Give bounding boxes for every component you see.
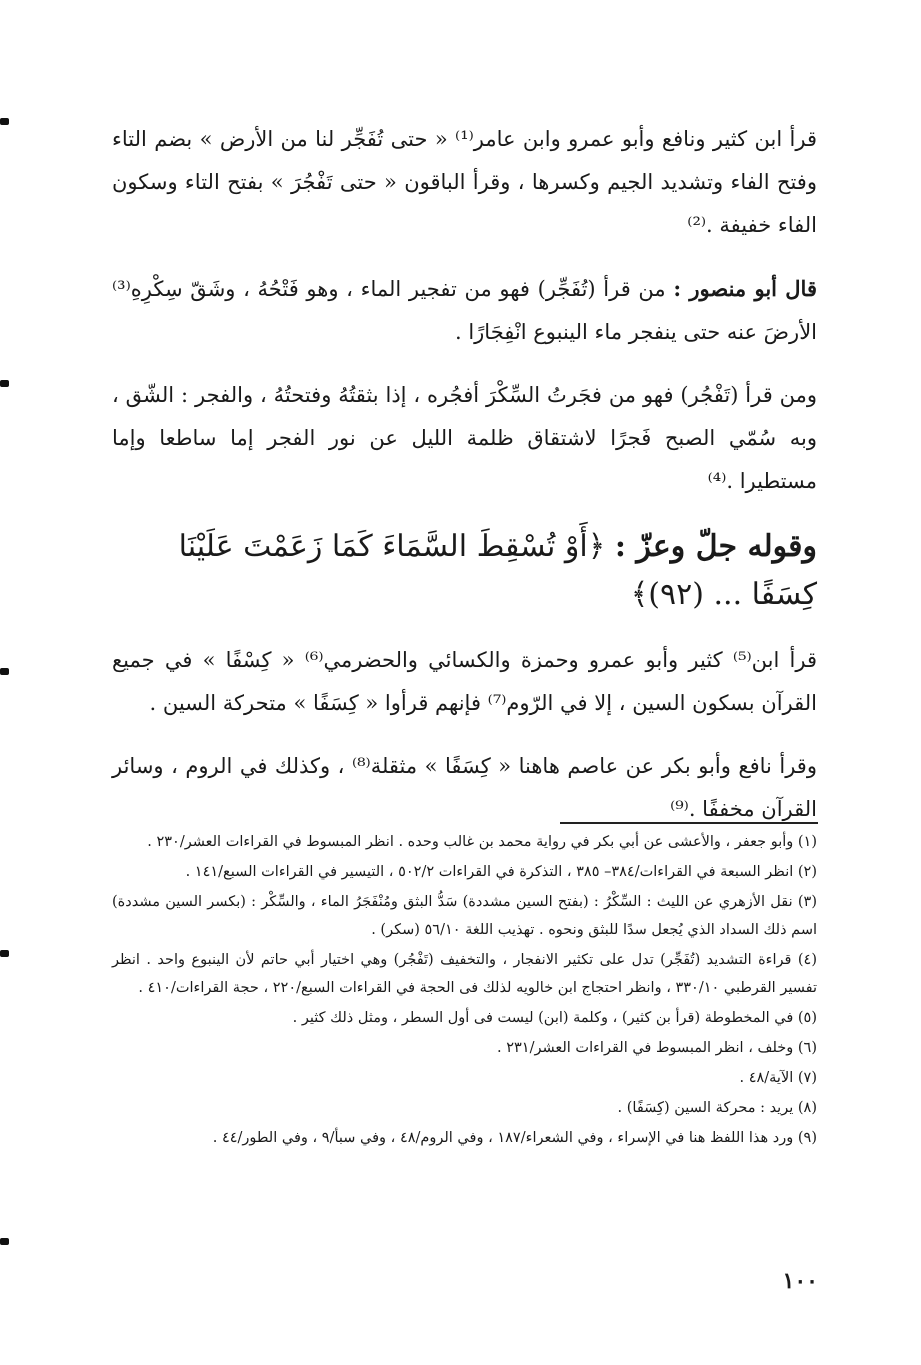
quran-verse — [112, 523, 817, 619]
main-text — [112, 118, 817, 851]
page-number: ١٠٠ — [782, 1268, 818, 1294]
footnote-9: (٩) ورد هذا اللفظ هنا في الإسراء ، وفي الشعراء/١٨٧ ، وفي الروم/٤٨ ، وفي سبأ/٩ ، وفي الطور/٤٤ . — [212, 1130, 817, 1146]
footnote-7: (٧) الآية/٤٨ . — [739, 1070, 817, 1086]
scan-edge-mark — [0, 950, 9, 957]
verse-intro: وقوله جلّ وعزّ : — [614, 529, 817, 564]
paragraph-abu-mansur-text: من قرأ (تُفَجِّر) فهو من تفجير الماء ، وهو فَتْحُهُ ، وشَقّ سِكْرِهِ⁽³⁾ الأرضَ عنه حتى ينفجر ماء الينبوع انْفِجَارًا . — [112, 277, 817, 344]
paragraph-kisfan: قرأ ابن⁽⁵⁾ كثير وأبو عمرو وحمزة والكسائي والحضرمي⁽⁶⁾ « كِسْفًا » في جميع القرآن بسكون السين ، إلا في الرّوم⁽⁷⁾ فإنهم قرأوا « كِسَفًا » متحركة السين . — [112, 648, 817, 715]
footnote-divider — [560, 822, 818, 824]
scan-edge-mark — [0, 668, 9, 675]
verse-text: ﴿أَوْ تُسْقِطَ السَّمَاءَ كَمَا زَعَمْتَ عَلَيْنَا كِسَفًا ... (٩٢)﴾ — [178, 529, 817, 612]
footnote-1: (١) وأبو جعفر ، والأعشى عن أبي بكر في رواية محمد بن غالب وحده . انظر المبسوط في القراءات العشر/٢٣٠ . — [147, 834, 817, 850]
speaker-heading: قال أبو منصور : — [673, 276, 817, 301]
footnote-6: (٦) وخلف ، انظر المبسوط في القراءات العشر/٢٣١ . — [496, 1040, 817, 1056]
footnote-4: (٤) قراءة التشديد (تُفَجِّر) تدل على تكثير الانفجار ، والتخفيف (تَفْجُر) وهي اختيار أبي حاتم لأن الينبوع واحد . انظر تفسير القرطبي ٣٣٠/١٠ ، وانظر احتجاج ابن خالويه لذلك فى الحجة في القراءات السبع/٢٢٠ ، حجة القراءات/٤١٠ . — [112, 952, 817, 996]
paragraph-tafjur: ومن قرأ (تَفْجُر) فهو من فجَرتُ السِّكْرَ أفجُره ، إذا بثقتُهُ وفتحتُهُ ، والفجر : الشّق ، وبه سُمّي الصبح فَجرًا لاشتقاق ظلمة الليل عن نور الفجر إما ساطعا وإما مستطيرا .⁽⁴⁾ — [112, 383, 817, 493]
footnote-5: (٥) في المخطوطة (قرأ بن كثير) ، وكلمة (ابن) ليست فى أول السطر ، ومثل ذلك كثير . — [292, 1010, 817, 1026]
footnote-3: (٣) نقل الأزهري عن الليث : السِّكْرُ : (بفتح السين مشددة) سَدُّ البثق ومُنْفَجَرُ الماء ، والسِّكْر : (بكسر السين مشددة) اسم ذلك السداد الذي يُجعل سدًا للبثق ونحوه . تهذيب اللغة ٥٦/١٠ (سكر) . — [112, 894, 817, 938]
scan-edge-mark — [0, 118, 9, 125]
footnote-2: (٢) انظر السبعة في القراءات/٣٨٤– ٣٨٥ ، التذكرة في القراءات ٥٠٢/٢ ، التيسير في القراءات السبع/١٤١ . — [185, 864, 817, 880]
footnote-8: (٨) يريد : محركة السين (كِسَفًا) . — [617, 1100, 817, 1116]
paragraph-readings-tufajjir: قرأ ابن كثير ونافع وأبو عمرو وابن عامر⁽¹⁾ « حتى تُفَجِّر لنا من الأرض » بضم التاء وفتح الفاء وتشديد الجيم وكسرها ، وقرأ الباقون « حتى تَفْجُرَ » بفتح التاء وسكون الفاء خفيفة .⁽²⁾ — [112, 127, 817, 237]
scan-edge-mark — [0, 1238, 9, 1245]
paragraph-abu-mansur — [112, 267, 817, 354]
footnotes — [112, 828, 817, 1154]
scan-edge-mark — [0, 380, 9, 387]
paragraph-kisafan: وقرأ نافع وأبو بكر عن عاصم هاهنا « كِسَفًا » مثقلة⁽⁸⁾ ، وكذلك في الروم ، وسائر القرآن مخففًا .⁽⁹⁾ — [112, 754, 817, 821]
